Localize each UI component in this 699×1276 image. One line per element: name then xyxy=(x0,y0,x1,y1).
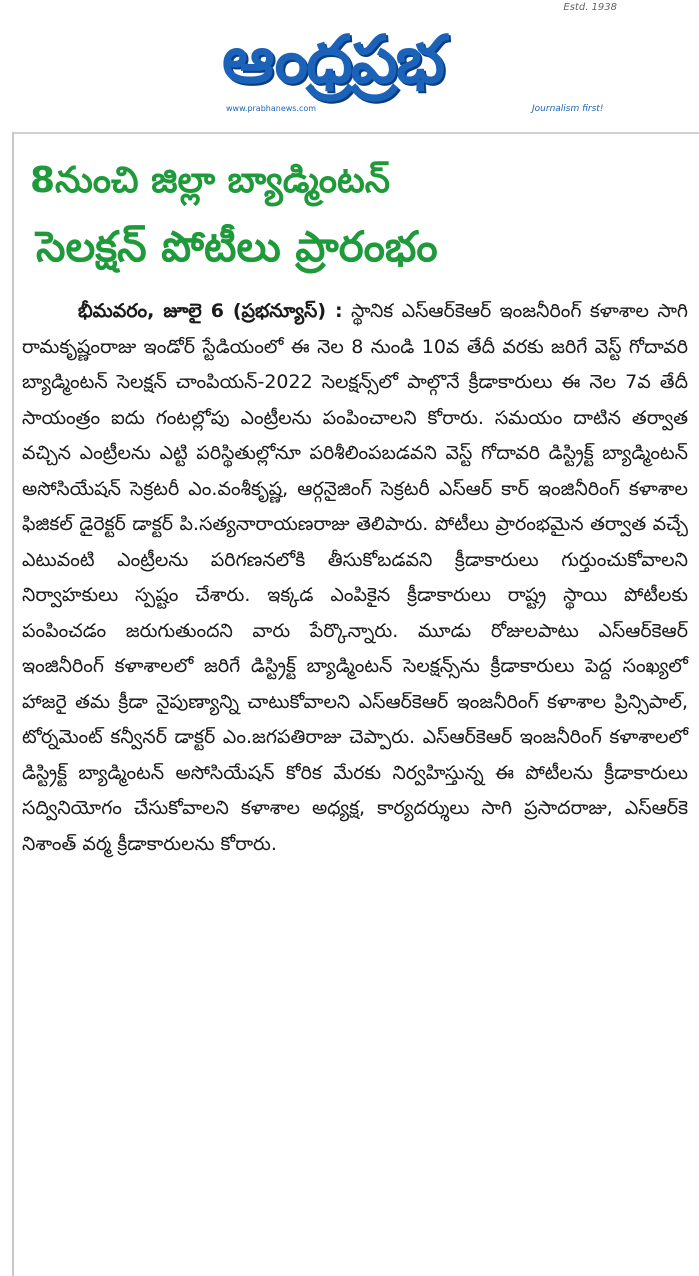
tagline: Journalism first! xyxy=(532,104,604,114)
logo-wordmark: ఆంధ్రప్రభ xyxy=(222,21,444,98)
news-article xyxy=(22,150,694,862)
masthead xyxy=(0,0,699,132)
article-text: స్థానిక ఎస్‌ఆర్‌కెఆర్ ఇంజనీరింగ్ కళాశాల సాగి రామకృష్ణంరాజు ఇండోర్ స్టేడియంలో ఈ నెల 8 నుండి 10వ తేదీ వరకు జరిగే వెస్ట్ గోదావరి బ్యాడ్మింటన్ సెలక్షన్ చాంపియన్-2022 సెలక్షన్స్‌లో పాల్గొనే క్రీడాకారులు ఈ నెల 7వ తేదీ సాయంత్రం ఐదు గంటల్లోపు ఎంట్రీలను పంపించాలని కోరారు. సమయం దాటిన తర్వాత వచ్చిన ఎంట్రీలను ఎట్టి పరిస్థితుల్లోనూ పరిశీలింపబడవని వెస్ట్ గోదావరి డిస్ట్రిక్ట్ బ్యాడ్మింటన్ అసోసియేషన్ సెక్రటరీ ఎం.వంశీకృష్ణ, ఆర్గనైజింగ్ సెక్రటరీ ఎస్‌ఆర్ కార్ ఇంజినీరింగ్ కళాశాల ఫిజికల్ డైరెక్టర్ డాక్టర్ పి.సత్యనారాయణరాజు తెలిపారు. పోటీలు ప్రారంభమైన తర్వాత వచ్చే ఎటువంటి ఎంట్రీలను పరిగణనలోకి తీసుకోబడవని క్రీడాకారులు గుర్తుంచుకోవాలని నిర్వాహకులు స్పష్టం చేశారు. ఇక్కడ ఎంపికైన క్రీడాకారులు రాష్ట్ర స్థాయి పోటీలకు పంపించడం జరుగుతుందని వారు పేర్కొన్నారు. మూడు రోజులపాటు ఎస్‌ఆర్‌కెఆర్ ఇంజినీరింగ్ కళాశాలలో జరిగే డిస్ట్రిక్ట్ బ్యాడ్మింటన్ సెలక్షన్స్‌ను క్రీడాకారులు పెద్ద సంఖ్యలో హాజరై తమ క్రీడా నైపుణ్యాన్ని చాటుకోవాలని ఎస్‌ఆర్‌కెఆర్ ఇంజనీరింగ్ కళాశాల ప్రిన్సిపాల్, టోర్నమెంట్ కన్వీనర్ డాక్టర్ ఎం.జగపతిరాజు చెప్పారు. ఎస్‌ఆర్‌కెఆర్ ఇంజనీరింగ్ కళాశాలలో డిస్ట్రిక్ట్ బ్యాడ్మింటన్ అసోసియేషన్ కోరిక మేరకు నిర్వహిస్తున్న ఈ పోటీలను క్రీడాకారులు సద్వినియోగం చేసుకోవాలని కళాశాల అధ్యక్ష, కార్యదర్శులు సాగి ప్రసాదరాజు, ఎస్‌ఆర్‌కె నిశాంత్ వర్మ క్రీడాకారులను కోరారు. xyxy=(22,300,689,855)
column-rule xyxy=(12,132,14,1276)
masthead-divider xyxy=(12,132,699,134)
website-url: www.prabhanews.com xyxy=(226,104,317,113)
established-label: Estd. 1938 xyxy=(563,2,617,13)
dateline: భీమవరం, జూలై 6 (ప్రభన్యూస్) : xyxy=(78,300,343,322)
newspaper-logo xyxy=(222,12,622,107)
article-body xyxy=(22,294,694,862)
headline-line-1: 8నుంచి జిల్లా బ్యాడ్మింటన్ xyxy=(30,160,391,201)
headline-line-2: సెలక్షన్ పోటీలు ప్రారంభం xyxy=(36,222,438,271)
